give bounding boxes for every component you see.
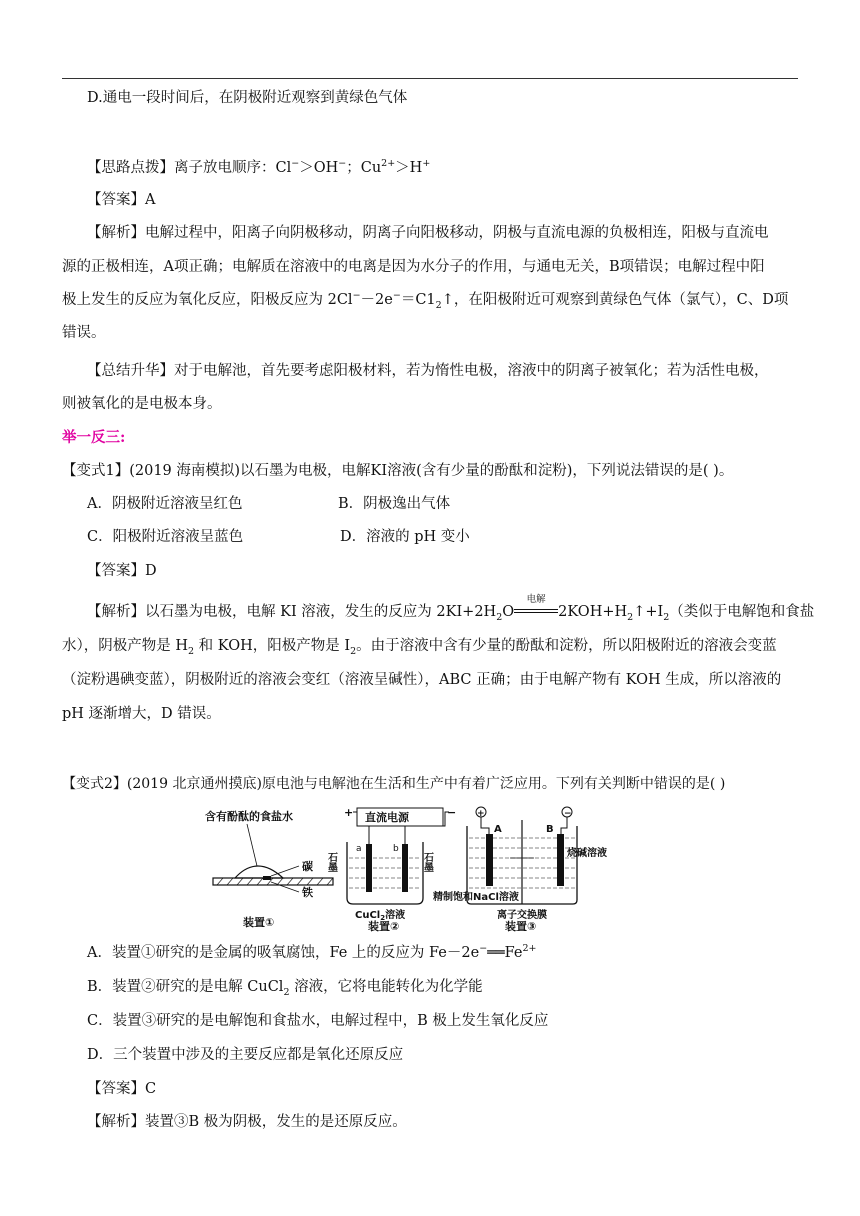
variant-2-option-c: C．装置③研究的是电解饱和食盐水，电解过程中，B 极上发生氧化反应 [87, 1013, 549, 1029]
dev3-name: 装置③ [505, 920, 537, 933]
graphite-left: 石墨 [325, 852, 337, 872]
answer-3: 【答案】C [87, 1081, 157, 1097]
dev2-name: 装置② [368, 920, 400, 933]
variant-1-option-b: B．阴极逸出气体 [338, 496, 451, 512]
variant-1-option-a: A．阴极附近溶液呈红色 [87, 496, 243, 512]
analysis-2-line-2: 水），阴极产物是 $H_2$ 和 KOH，阳极产物是 $I_2$。由于溶液中含有少量的酚酞和淀粉，所以阳极附近的溶液会变蓝 [62, 638, 777, 657]
nacl-label: 精制饱和NaCl溶液 [433, 892, 519, 903]
variant-1-question: 【变式1】(2019 海南模拟)以石墨为电极，电解KI溶液(含有少量的酚酞和淀粉)，下列说法错误的是( )。 [62, 463, 734, 479]
cucl2-label: CuCl$_2$溶液 [355, 910, 406, 922]
svg-text:−: − [447, 806, 457, 819]
answer-1: 【答案】A [87, 192, 156, 208]
svg-text:B: B [546, 824, 554, 835]
analysis-3: 【解析】装置③B 极为阴极，发生的是还原反应。 [87, 1114, 407, 1130]
analysis-2-line-3: （淀粉遇碘变蓝），阴极附近的溶液会变红（溶液呈碱性），ABC 正确；由于电解产物有 KOH 生成，所以溶液的 [62, 672, 782, 688]
electrochemistry-figure [205, 806, 607, 933]
analysis-1-line-2: 源的正极相连，A项正确；电解质在溶液中的电离是因为水分子的作用，与通电无关，B项错误；电解过程中阳 [62, 259, 765, 275]
answer-2: 【答案】D [87, 563, 157, 579]
variant-2-option-d: D．三个装置中涉及的主要反应都是氧化还原反应 [87, 1047, 404, 1063]
hint-line: 【思路点拨】离子放电顺序：Cl−＞OH−；$Cu^{2+}>H^+$ [87, 158, 431, 176]
svg-text:−: − [564, 809, 572, 819]
svg-text:b: b [393, 844, 399, 854]
analysis-1-line-4: 错误。 [62, 325, 106, 341]
variant-2-option-a: A．装置①研究的是金属的吸氧腐蚀，Fe 上的反应为 $Fe-2e^-══Fe^{2+}$ [87, 943, 537, 961]
option-d-prev: D.通电一段时间后，在阴极附近观察到黄绿色气体 [87, 90, 408, 106]
svg-text:+: + [344, 806, 354, 819]
electrolysis-equals-sign: 电解 [514, 605, 558, 619]
svg-text:+: + [477, 809, 485, 819]
variant-2-question: 【变式2】(2019 北京通州摸底)原电池与电解池在生活和生产中有着广泛应用。下列有关判断中错误的是( ) [62, 776, 726, 792]
svg-text:A: A [494, 824, 502, 835]
device-1 [205, 809, 333, 929]
dev1-label: 含有酚酞的食盐水 [205, 810, 293, 823]
summary-line-1: 【总结升华】对于电解池，首先要考虑阳极材料，若为惰性电极，溶液中的阴离子被氧化；若为活性电极， [87, 363, 769, 379]
iron-label: 铁 [302, 886, 313, 899]
analysis-2-line-1: 【解析】以石墨为电极，电解 KI 溶液，发生的反应为 $2KI+2H_2O$ 电解 $2KOH+H_2↑+I_2$（类似于电解饱和食盐 [87, 594, 815, 623]
section-heading: 举一反三: [62, 429, 126, 446]
variant-1-option-d: D．溶液的 pH 变小 [340, 529, 470, 545]
dev1-name: 装置① [243, 916, 275, 929]
device-2 [326, 806, 457, 933]
graphite-right: 石墨 [421, 852, 433, 872]
power-label: 直流电源 [365, 811, 409, 824]
header-rule [62, 78, 798, 79]
svg-text:a: a [356, 844, 362, 854]
membrane-label: 离子交换膜 [497, 910, 547, 921]
variant-1-option-c: C．阳极附近溶液呈蓝色 [87, 529, 244, 545]
variant-2-option-b: B．装置②研究的是电解 CuCl$_2$ 溶液，它将电能转化为化学能 [87, 979, 483, 998]
carbon-label: 碳 [302, 860, 313, 873]
analysis-1-line-3: 极上发生的反应为氧化反应，阳极反应为 $2Cl^--2e^-=C1_2↑$，在阳极附近可观察到黄绿色气体（氯气），C、D项 [62, 290, 789, 311]
summary-line-2: 则被氧化的是电极本身。 [62, 396, 222, 412]
analysis-2-line-4: pH 逐渐增大，D 错误。 [62, 706, 221, 722]
naoh-label: 烧碱溶液 [567, 848, 607, 859]
device-3 [432, 807, 607, 933]
analysis-1-line-1: 【解析】电解过程中，阳离子向阴极移动，阴离子向阳极移动，阴极与直流电源的负极相连，阳极与直流电 [87, 225, 769, 241]
